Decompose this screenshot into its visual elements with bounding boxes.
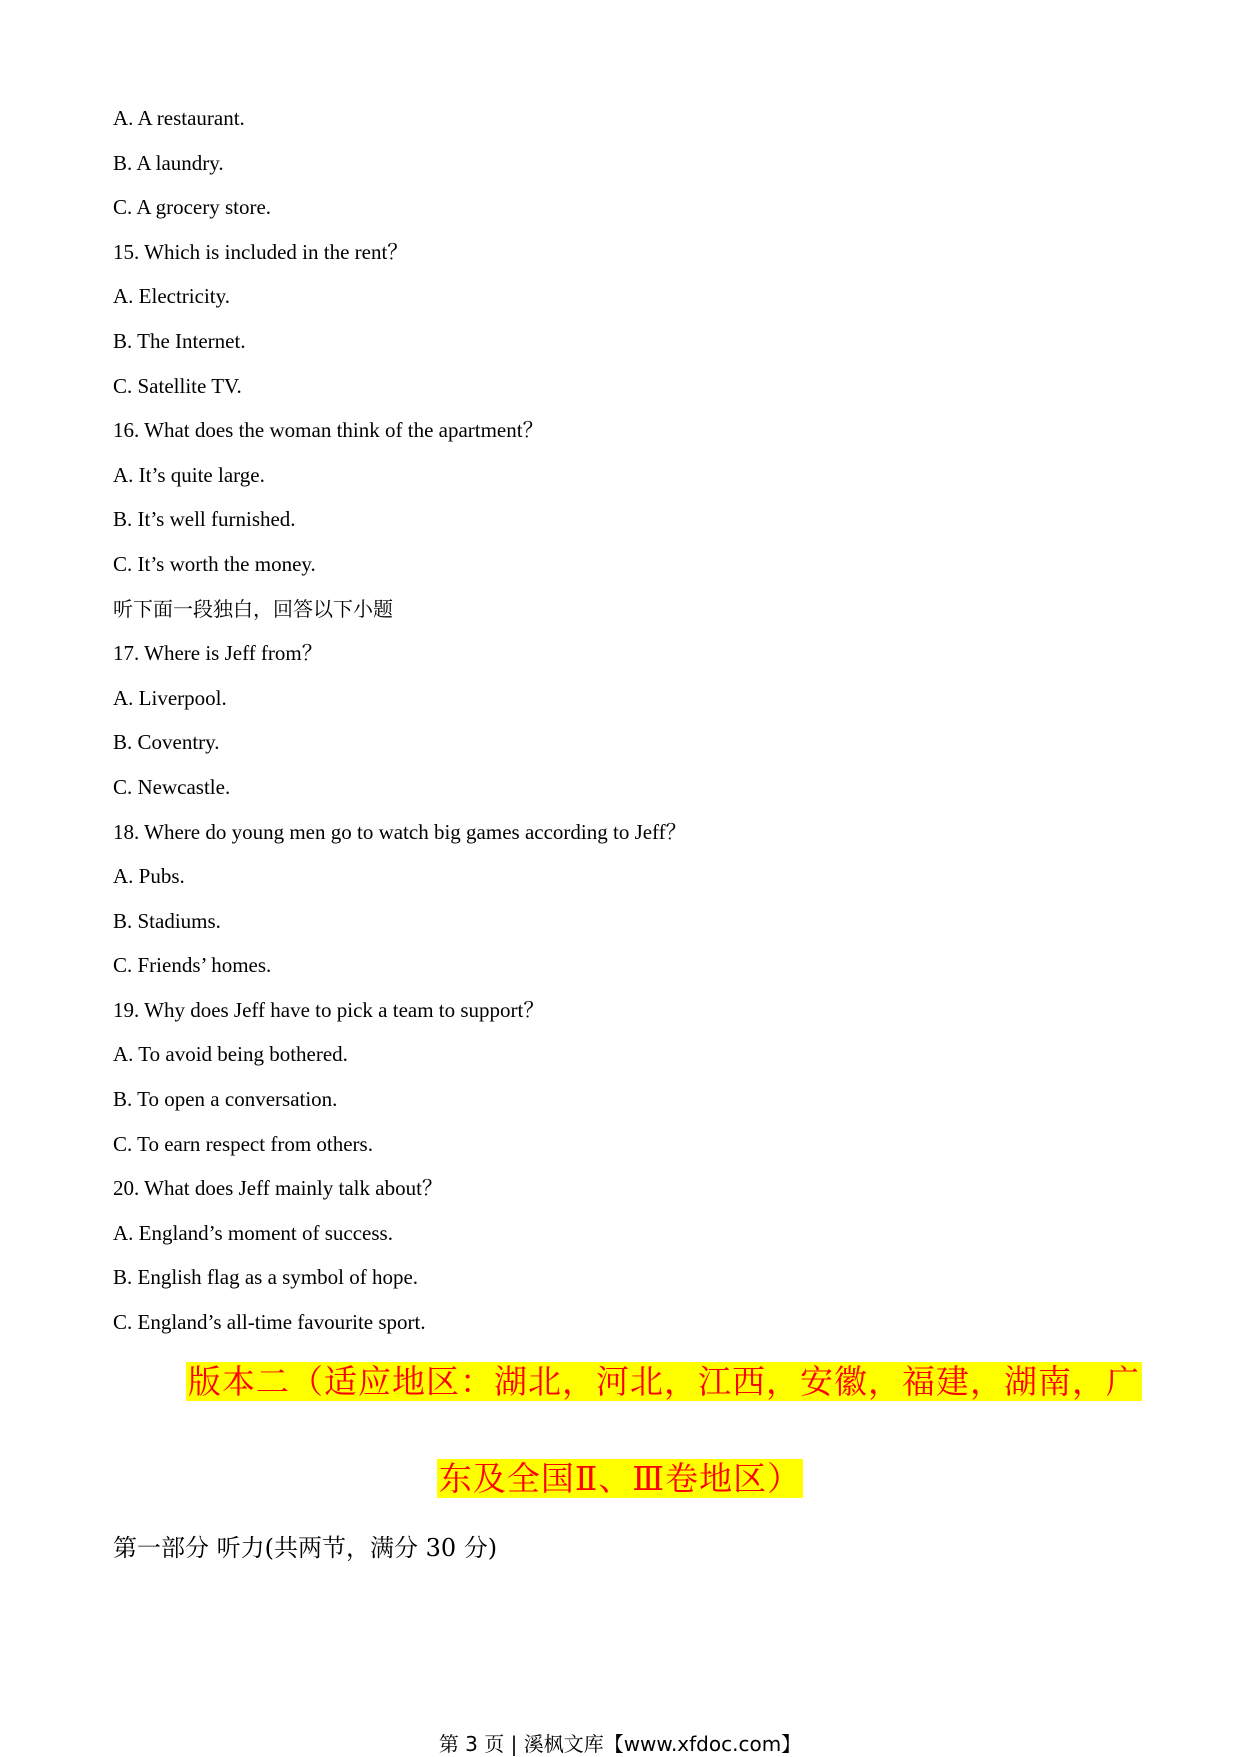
version-heading-line2	[0, 1459, 1240, 1499]
answer-option: C. Satellite TV.	[113, 373, 242, 398]
answer-option: A. A restaurant.	[113, 106, 245, 130]
version-heading-text: 版本二（适应地区：湖北，河北，江西，安徽，福建，湖南，广	[188, 1362, 1140, 1401]
answer-option: C. Friends’ homes.	[113, 953, 272, 978]
answer-option: C. It’s worth the money.	[113, 551, 316, 576]
answer-option: C. Newcastle.	[113, 774, 231, 799]
answer-option: B. English flag as a symbol of hope.	[113, 1265, 419, 1290]
answer-option: B. Stadiums.	[113, 908, 221, 933]
answer-option: B. Coventry.	[113, 730, 220, 755]
answer-option: C. England’s all-time favourite sport.	[113, 1310, 426, 1335]
question-20: 20. What does Jeff mainly talk about？	[113, 1176, 443, 1201]
answer-option: C. To earn respect from others.	[113, 1131, 373, 1156]
question-16: 16. What does the woman think of the apartment？	[113, 418, 544, 443]
answer-option: A. Pubs.	[113, 864, 185, 889]
answer-option: B. To open a conversation.	[113, 1087, 338, 1112]
question-15: 15. Which is included in the rent？	[113, 239, 409, 264]
page-footer: 第 3 页 | 溪枫文库【www.xfdoc.com】	[438, 1732, 802, 1756]
answer-option: B. A laundry.	[113, 150, 224, 175]
answer-option: B. It’s well furnished.	[113, 507, 296, 532]
answer-option: B. The Internet.	[113, 328, 246, 353]
answer-option: A. To avoid being bothered.	[113, 1042, 348, 1067]
answer-option: A. England’s moment of success.	[113, 1220, 393, 1245]
answer-option: A. Electricity.	[113, 284, 231, 309]
question-17: 17. Where is Jeff from？	[113, 641, 323, 666]
version-heading-text: 东及全国Ⅱ、Ⅲ卷地区）	[438, 1459, 802, 1498]
answer-option: A. It’s quite large.	[113, 462, 265, 487]
question-list	[113, 102, 1123, 1351]
listening-instruction: 听下面一段独白，回答以下小题	[113, 596, 393, 621]
answer-option: A. Liverpool.	[113, 685, 227, 710]
question-19: 19. Why does Jeff have to pick a team to support？	[113, 997, 545, 1022]
version-heading-line1	[186, 1362, 1140, 1402]
question-18: 18. Where do young men go to watch big games according to Jeff？	[113, 819, 687, 844]
section-heading: 第一部分 听力(共两节，满分 30 分)	[113, 1534, 498, 1562]
answer-option: C. A grocery store.	[113, 195, 272, 220]
